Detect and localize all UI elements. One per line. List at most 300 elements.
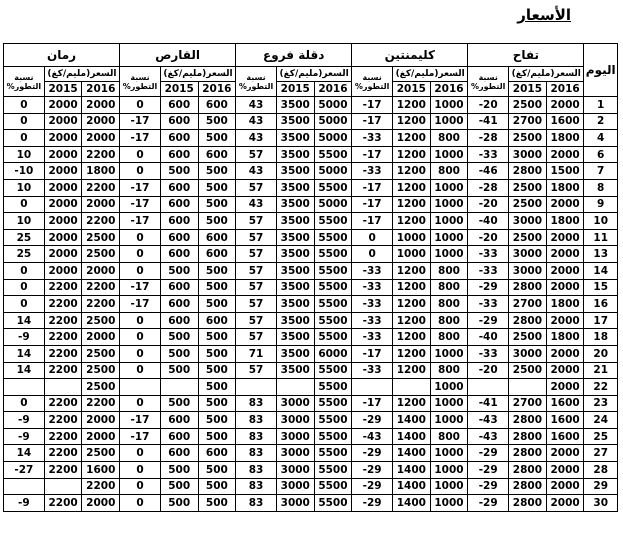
price-2015-cell: 2700	[509, 395, 547, 412]
rate-cell	[236, 379, 277, 396]
rate-header: نسبة التطور%	[468, 67, 509, 97]
price-2016-cell: 2000	[546, 379, 584, 396]
page-title: الأسعار	[517, 6, 571, 24]
price-2016-cell: 1800	[546, 213, 584, 230]
rate-cell: 0	[4, 97, 45, 114]
price-2015-cell: 1400	[392, 495, 430, 512]
price-2016-cell: 5500	[314, 412, 352, 429]
rate-cell: 0	[120, 97, 161, 114]
rate-cell: -29	[352, 478, 393, 495]
rate-cell: -17	[352, 196, 393, 213]
rate-cell: 0	[352, 229, 393, 246]
rate-cell: 83	[236, 395, 277, 412]
day-cell: 13	[584, 246, 618, 263]
price-2015-cell: 3500	[276, 97, 314, 114]
rate-cell	[468, 379, 509, 396]
price-2015-cell: 1200	[392, 329, 430, 346]
price-2015-cell: 2200	[44, 329, 82, 346]
price-2015-cell: 2500	[509, 329, 547, 346]
price-2015-cell: 3000	[509, 345, 547, 362]
price-2015-cell: 2700	[509, 296, 547, 313]
price-2015-cell: 2500	[509, 229, 547, 246]
price-2015-cell: 3000	[276, 495, 314, 512]
rate-header: نسبة التطور%	[236, 67, 277, 97]
year-2016-header: 2016	[314, 82, 352, 97]
price-2016-cell: 2500	[82, 362, 120, 379]
rate-cell: -17	[120, 213, 161, 230]
price-2015-cell: 3500	[276, 179, 314, 196]
day-cell: 23	[584, 395, 618, 412]
price-2015-cell: 1000	[392, 246, 430, 263]
rate-cell: -17	[120, 412, 161, 429]
price-2016-cell: 1000	[430, 395, 468, 412]
price-2016-cell: 2000	[546, 345, 584, 362]
price-2015-cell	[509, 379, 547, 396]
price-2015-cell: 3000	[276, 462, 314, 479]
year-2015-header: 2015	[44, 82, 82, 97]
price-2016-cell: 5500	[314, 279, 352, 296]
rate-cell	[120, 379, 161, 396]
price-2016-cell: 500	[198, 329, 236, 346]
price-2015-cell: 2200	[44, 495, 82, 512]
rate-cell: -17	[120, 179, 161, 196]
price-2016-cell: 5000	[314, 113, 352, 130]
price-2015-cell: 600	[160, 246, 198, 263]
day-cell: 21	[584, 362, 618, 379]
price-2015-cell: 2200	[44, 312, 82, 329]
price-2015-cell: 2200	[44, 345, 82, 362]
price-2016-cell: 2200	[82, 146, 120, 163]
rate-cell: -41	[468, 395, 509, 412]
rate-cell: -41	[468, 113, 509, 130]
price-2015-cell: 1200	[392, 312, 430, 329]
price-2016-cell: 2000	[546, 97, 584, 114]
price-2015-cell: 2800	[509, 428, 547, 445]
rate-cell: 0	[4, 196, 45, 213]
rate-cell: 57	[236, 279, 277, 296]
price-2015-cell: 600	[160, 412, 198, 429]
price-2015-cell: 600	[160, 130, 198, 147]
price-2016-cell: 2000	[82, 495, 120, 512]
rate-cell: 57	[236, 262, 277, 279]
price-2015-cell: 2000	[44, 213, 82, 230]
rate-cell: 0	[4, 262, 45, 279]
rate-cell: 0	[120, 395, 161, 412]
rate-cell: 0	[4, 279, 45, 296]
price-2015-cell: 500	[160, 262, 198, 279]
rate-cell: 57	[236, 229, 277, 246]
price-2015-cell	[160, 379, 198, 396]
rate-cell: -33	[352, 262, 393, 279]
price-2015-cell: 2000	[44, 130, 82, 147]
table-row	[4, 312, 618, 329]
price-2016-cell: 1000	[430, 113, 468, 130]
rate-cell: -33	[468, 296, 509, 313]
price-2015-cell: 3000	[509, 146, 547, 163]
rate-cell: 0	[4, 113, 45, 130]
price-2016-cell: 2000	[82, 130, 120, 147]
price-2015-cell: 600	[160, 279, 198, 296]
rate-cell: 57	[236, 146, 277, 163]
price-2016-cell: 600	[198, 229, 236, 246]
price-2015-cell: 2000	[44, 97, 82, 114]
price-2016-cell: 5500	[314, 213, 352, 230]
year-2016-header: 2016	[82, 82, 120, 97]
price-2015-cell: 3500	[276, 296, 314, 313]
price-2016-cell: 2000	[82, 412, 120, 429]
price-2016-cell: 2200	[82, 478, 120, 495]
price-2015-cell: 600	[160, 196, 198, 213]
price-2016-cell: 2000	[546, 146, 584, 163]
table-row	[4, 296, 618, 313]
price-2015-cell: 3000	[276, 395, 314, 412]
day-cell: 22	[584, 379, 618, 396]
fruit-name-lemon: القارص	[120, 44, 236, 67]
year-2015-header: 2015	[276, 82, 314, 97]
price-2015-cell: 1200	[392, 262, 430, 279]
price-2015-cell: 2700	[509, 113, 547, 130]
rate-cell: 57	[236, 312, 277, 329]
day-cell: 14	[584, 262, 618, 279]
price-2016-cell: 5500	[314, 395, 352, 412]
rate-cell: -33	[352, 163, 393, 180]
prices-table-body	[4, 44, 618, 512]
price-2016-cell: 5500	[314, 229, 352, 246]
rate-cell: -29	[468, 279, 509, 296]
price-2016-cell: 800	[430, 362, 468, 379]
rate-cell: -27	[4, 462, 45, 479]
price-2015-cell: 3500	[276, 146, 314, 163]
price-2016-cell: 1600	[546, 395, 584, 412]
price-2015-cell: 1400	[392, 462, 430, 479]
price-2016-cell: 1000	[430, 246, 468, 263]
price-2016-cell: 500	[198, 130, 236, 147]
price-2016-cell: 5000	[314, 196, 352, 213]
price-2016-cell: 2000	[546, 462, 584, 479]
price-2015-cell: 600	[160, 179, 198, 196]
day-cell: 8	[584, 179, 618, 196]
table-row	[4, 213, 618, 230]
price-2016-cell: 1800	[546, 130, 584, 147]
price-2015-cell: 2000	[44, 146, 82, 163]
price-2015-cell: 500	[160, 495, 198, 512]
price-2016-cell: 2000	[546, 279, 584, 296]
price-2015-cell: 3000	[509, 246, 547, 263]
rate-cell: -28	[468, 130, 509, 147]
price-2015-cell: 3500	[276, 163, 314, 180]
price-2015-cell: 2800	[509, 279, 547, 296]
table-row	[4, 179, 618, 196]
rate-cell: -17	[352, 395, 393, 412]
price-2016-cell: 1000	[430, 97, 468, 114]
price-2016-cell: 500	[198, 462, 236, 479]
price-2016-cell: 1000	[430, 379, 468, 396]
price-2016-cell: 500	[198, 428, 236, 445]
rate-header: نسبة التطور%	[352, 67, 393, 97]
price-2015-cell: 1200	[392, 179, 430, 196]
price-2016-cell: 800	[430, 163, 468, 180]
rate-cell	[4, 478, 45, 495]
rate-cell: -33	[468, 246, 509, 263]
price-2016-cell: 500	[198, 478, 236, 495]
price-2015-cell: 1200	[392, 279, 430, 296]
price-2015-cell: 1200	[392, 113, 430, 130]
price-2015-cell: 2800	[509, 163, 547, 180]
table-row	[4, 412, 618, 429]
fruit-header-row	[4, 44, 618, 67]
price-2016-cell: 2000	[546, 495, 584, 512]
day-cell: 9	[584, 196, 618, 213]
rate-cell: -17	[120, 428, 161, 445]
price-2016-cell: 2200	[82, 213, 120, 230]
table-row	[4, 229, 618, 246]
price-header: السعر(مليم/كغ)	[509, 67, 584, 82]
price-2016-cell: 2500	[82, 379, 120, 396]
year-2016-header: 2016	[430, 82, 468, 97]
day-cell: 24	[584, 412, 618, 429]
price-2016-cell: 2000	[82, 262, 120, 279]
price-2015-cell: 2200	[44, 428, 82, 445]
price-2015-cell: 1200	[392, 213, 430, 230]
rate-cell: -46	[468, 163, 509, 180]
price-2016-cell: 1000	[430, 146, 468, 163]
price-2016-cell: 2000	[82, 113, 120, 130]
price-2016-cell: 5000	[314, 130, 352, 147]
price-2015-cell: 3500	[276, 130, 314, 147]
price-2015-cell: 500	[160, 395, 198, 412]
rate-cell: -17	[352, 345, 393, 362]
price-2015-cell: 1200	[392, 196, 430, 213]
year-2015-header: 2015	[509, 82, 547, 97]
price-2015-cell: 600	[160, 97, 198, 114]
price-2016-cell: 5500	[314, 146, 352, 163]
price-2015-cell: 3500	[276, 196, 314, 213]
price-2015-cell: 3000	[509, 262, 547, 279]
day-cell: 15	[584, 279, 618, 296]
rate-cell: -29	[468, 312, 509, 329]
price-2015-cell: 1200	[392, 395, 430, 412]
price-2016-cell: 2000	[546, 312, 584, 329]
price-2016-cell: 2000	[546, 478, 584, 495]
rate-cell: 25	[4, 246, 45, 263]
price-2015-cell: 3000	[509, 213, 547, 230]
rate-cell: 71	[236, 345, 277, 362]
rate-cell: -17	[120, 130, 161, 147]
rate-cell: 83	[236, 495, 277, 512]
price-2015-cell: 500	[160, 163, 198, 180]
table-row	[4, 329, 618, 346]
price-2016-cell: 800	[430, 428, 468, 445]
rate-cell: 57	[236, 362, 277, 379]
price-2016-cell: 2000	[546, 262, 584, 279]
price-2016-cell: 2200	[82, 179, 120, 196]
price-header: السعر(مليم/كغ)	[276, 67, 351, 82]
price-2016-cell: 600	[198, 312, 236, 329]
price-2016-cell: 5500	[314, 296, 352, 313]
price-2015-cell: 2200	[44, 462, 82, 479]
rate-cell: -29	[352, 495, 393, 512]
price-2015-cell: 600	[160, 213, 198, 230]
price-2015-cell: 500	[160, 462, 198, 479]
price-2015-cell: 3000	[276, 478, 314, 495]
rate-cell: -9	[4, 412, 45, 429]
price-2015-cell: 2200	[44, 362, 82, 379]
rate-cell: -29	[352, 445, 393, 462]
rate-cell: -33	[352, 329, 393, 346]
price-2016-cell: 1000	[430, 445, 468, 462]
price-2016-cell: 600	[198, 146, 236, 163]
rate-cell: 0	[120, 445, 161, 462]
table-row	[4, 345, 618, 362]
day-cell: 1	[584, 97, 618, 114]
price-2016-cell: 2200	[82, 395, 120, 412]
price-2016-cell: 600	[198, 445, 236, 462]
rate-cell: 25	[4, 229, 45, 246]
price-2015-cell: 2800	[509, 445, 547, 462]
rate-cell: -17	[352, 113, 393, 130]
price-2016-cell: 500	[198, 362, 236, 379]
rate-cell: 43	[236, 163, 277, 180]
rate-cell: -9	[4, 495, 45, 512]
rate-cell: -33	[352, 130, 393, 147]
price-header: السعر(مليم/كغ)	[44, 67, 119, 82]
table-row	[4, 395, 618, 412]
rate-cell: -33	[468, 146, 509, 163]
day-cell: 11	[584, 229, 618, 246]
price-2015-cell: 2200	[44, 412, 82, 429]
rate-cell: -9	[4, 428, 45, 445]
price-2015-cell: 600	[160, 229, 198, 246]
price-2016-cell: 1600	[82, 462, 120, 479]
price-2015-cell: 3000	[276, 428, 314, 445]
rate-cell: 83	[236, 445, 277, 462]
table-row	[4, 379, 618, 396]
price-2016-cell: 1000	[430, 213, 468, 230]
rate-cell: 0	[120, 478, 161, 495]
price-2016-cell: 2500	[82, 246, 120, 263]
rate-cell: 14	[4, 362, 45, 379]
price-2015-cell: 2200	[44, 445, 82, 462]
rate-cell: 57	[236, 213, 277, 230]
price-2015-cell: 2500	[509, 196, 547, 213]
price-2015-cell: 2500	[509, 130, 547, 147]
rate-cell: -20	[468, 196, 509, 213]
rate-cell: -33	[468, 262, 509, 279]
day-cell: 28	[584, 462, 618, 479]
rate-cell: 10	[4, 179, 45, 196]
price-2016-cell: 500	[198, 495, 236, 512]
price-2016-cell: 1000	[430, 179, 468, 196]
price-2015-cell: 1400	[392, 445, 430, 462]
rate-cell: 0	[120, 362, 161, 379]
price-2016-cell: 800	[430, 279, 468, 296]
rate-cell: 57	[236, 246, 277, 263]
fruit-name-clementine: كليمنتين	[352, 44, 468, 67]
price-2016-cell: 600	[198, 246, 236, 263]
price-2015-cell: 1200	[392, 97, 430, 114]
rate-cell: -29	[352, 412, 393, 429]
price-2016-cell: 2000	[82, 196, 120, 213]
table-row	[4, 279, 618, 296]
rate-cell: -33	[352, 296, 393, 313]
price-2015-cell: 1200	[392, 130, 430, 147]
table-row	[4, 362, 618, 379]
price-2015-cell: 2500	[509, 97, 547, 114]
price-2016-cell: 800	[430, 130, 468, 147]
rate-cell: 0	[120, 345, 161, 362]
rate-cell: -29	[468, 495, 509, 512]
price-2015-cell: 2800	[509, 312, 547, 329]
rate-cell: -29	[468, 445, 509, 462]
rate-cell: -40	[468, 213, 509, 230]
price-2016-cell: 1800	[546, 179, 584, 196]
price-2016-cell: 1600	[546, 113, 584, 130]
year-2016-header: 2016	[198, 82, 236, 97]
rate-header: نسبة التطور%	[120, 67, 161, 97]
rate-cell	[352, 379, 393, 396]
table-row	[4, 445, 618, 462]
day-cell: 18	[584, 329, 618, 346]
year-2016-header: 2016	[546, 82, 584, 97]
year-header-row	[4, 82, 618, 97]
price-2016-cell: 1800	[546, 296, 584, 313]
price-2016-cell: 5500	[314, 329, 352, 346]
rate-cell: -17	[352, 97, 393, 114]
price-2015-cell	[44, 379, 82, 396]
price-2016-cell: 500	[198, 345, 236, 362]
rate-cell: 14	[4, 345, 45, 362]
day-cell: 30	[584, 495, 618, 512]
rate-cell: -17	[352, 213, 393, 230]
rate-cell: -10	[4, 163, 45, 180]
price-2016-cell: 5000	[314, 97, 352, 114]
rate-cell: 43	[236, 130, 277, 147]
price-2016-cell: 5500	[314, 495, 352, 512]
rate-cell: -17	[352, 146, 393, 163]
day-cell: 2	[584, 113, 618, 130]
rate-cell: 0	[120, 163, 161, 180]
price-2016-cell: 500	[198, 279, 236, 296]
prices-table	[3, 43, 618, 512]
price-2016-cell: 5500	[314, 462, 352, 479]
price-2016-cell: 1000	[430, 345, 468, 362]
price-2015-cell: 500	[160, 478, 198, 495]
price-2016-cell: 800	[430, 329, 468, 346]
table-row	[4, 130, 618, 147]
price-2016-cell: 2200	[82, 296, 120, 313]
price-2015-cell: 3500	[276, 246, 314, 263]
price-2015-cell: 3500	[276, 362, 314, 379]
rate-cell: -43	[468, 428, 509, 445]
price-2016-cell: 2500	[82, 345, 120, 362]
price-2015-cell: 1400	[392, 428, 430, 445]
day-cell: 17	[584, 312, 618, 329]
price-2016-cell: 500	[198, 113, 236, 130]
rate-cell: -40	[468, 329, 509, 346]
rate-cell: -43	[352, 428, 393, 445]
price-2016-cell: 1800	[82, 163, 120, 180]
year-2015-header: 2015	[392, 82, 430, 97]
price-2016-cell: 5500	[314, 445, 352, 462]
price-2016-cell: 6000	[314, 345, 352, 362]
price-2015-cell: 2500	[509, 179, 547, 196]
price-2015-cell: 500	[160, 362, 198, 379]
price-2015-cell: 1200	[392, 146, 430, 163]
rate-cell: -17	[120, 113, 161, 130]
price-2016-cell: 800	[430, 296, 468, 313]
price-2015-cell: 2800	[509, 412, 547, 429]
table-row	[4, 97, 618, 114]
